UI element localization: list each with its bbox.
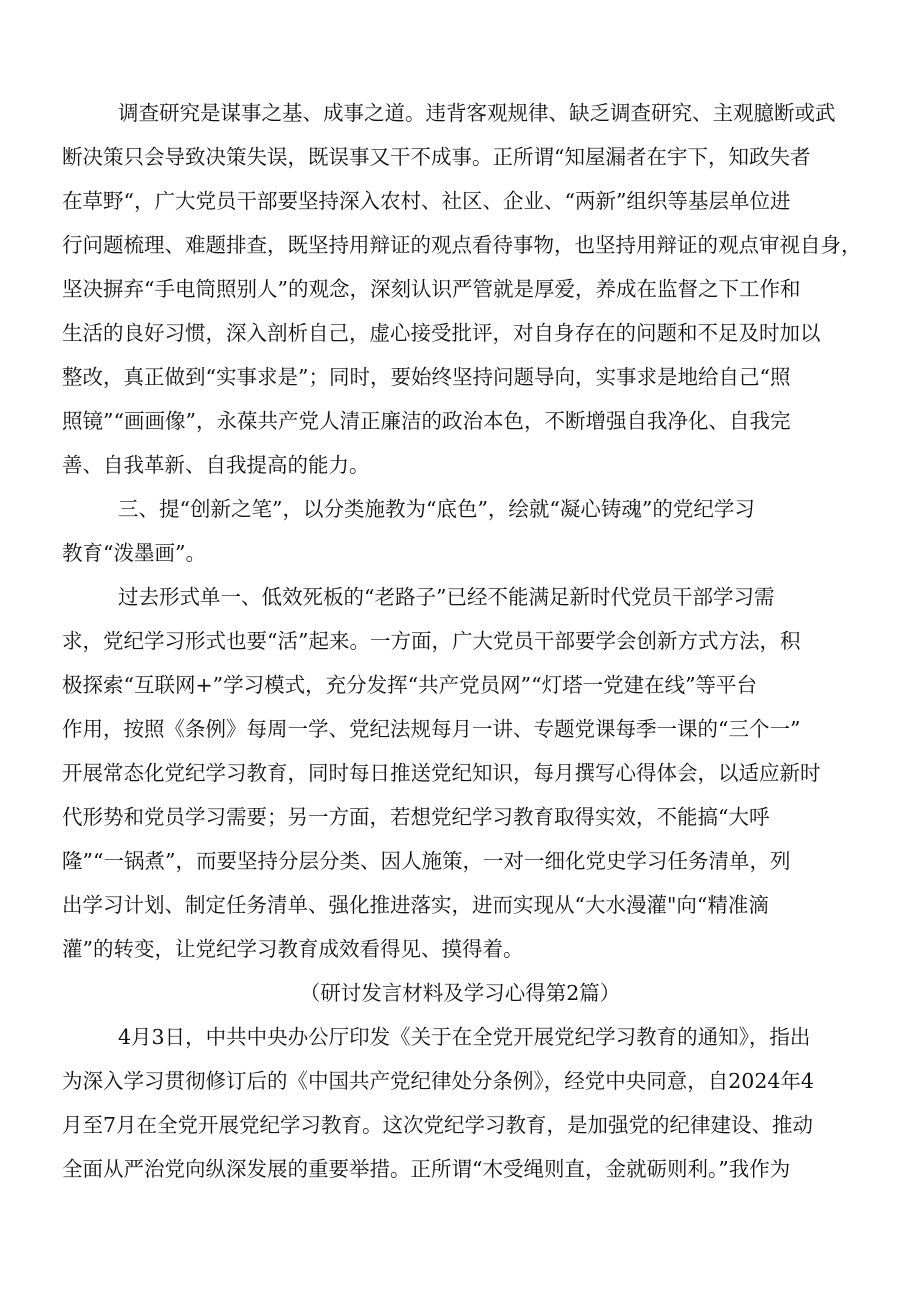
paragraph-1-line-9: 善、自我革新、自我提高的能力。 [62,453,370,477]
paragraph-3-line-4: 全面从严治党向纵深发展的重要举措。正所谓“木受绳则直，金就砺则利。”我作为 [62,1157,791,1181]
paragraph-2-line-1: 过去形式单一、低效死板的“老路子”已经不能满足新时代党员干部学习需 [118,585,775,609]
paragraph-2-line-2: 求，党纪学习形式也要“活”起来。一方面，广大党员干部要学会创新方式方法，积 [62,629,801,653]
paragraph-1-line-7: 整改，真正做到“实事求是”；同时，要始终坚持问题导向，实事求是地给自己“照 [62,365,791,389]
paragraph-2-line-5: 开展常态化党纪学习教育，同时每日推送党纪知识，每月撰写心得体会，以适应新时 [62,761,821,785]
paragraph-2-line-6: 代形势和党员学习需要；另一方面，若想党纪学习教育取得实效，不能搞“大呼 [62,805,770,829]
paragraph-3-line-1: 4月3日，中共中央办公厅印发《关于在全党开展党纪学习教育的通知》，指出 [118,1025,811,1049]
paragraph-3-line-2: 为深入学习贯彻修订后的《中国共产党纪律处分条例》，经党中央同意，自2024年4 [62,1069,814,1093]
paragraph-1-line-5: 坚决摒弃“手电筒照别人”的观念，深刻认识严管就是厚爱，养成在监督之下工作和 [62,277,801,301]
section-heading-line-2: 教育“泼墨画”。 [62,541,206,565]
paragraph-1-line-3: 在草野“，广大党员干部要坚持深入农村、社区、企业、“两新”组织等基层单位进 [62,189,791,213]
paragraph-2-line-8: 出学习计划、制定任务清单、强化推进落实，进而实现从“大水漫灌"向“精准滴 [62,893,769,917]
paragraph-1-line-2: 断决策只会导致决策失误，既误事又干不成事。正所谓“知屋漏者在宇下，知政失者 [62,145,811,169]
paragraph-1-line-8: 照镜”“画画像”，永葆共产党人清正廉洁的政治本色，不断增强自我净化、自我完 [62,409,791,433]
paragraph-1-line-4: 行问题梳理、难题排查，既坚持用辩证的观点看待事物，也坚持用辩证的观点审视自身， [62,233,862,257]
paragraph-2-line-7: 隆”“一锅煮”，而要坚持分层分类、因人施策，一对一细化党史学习任务清单，列 [62,849,791,873]
paragraph-2-line-3: 极探索“互联网+”学习模式，充分发挥“共产党员网”“灯塔一党建在线”等平台 [62,673,758,697]
paragraph-3-line-3: 月至7月在全党开展党纪学习教育。这次党纪学习教育，是加强党的纪律建设、推动 [62,1113,814,1137]
article-subtitle: （研讨发言材料及学习心得第2篇） [299,981,621,1005]
paragraph-1-line-6: 生活的良好习惯，深入剖析自己，虚心接受批评，对自身存在的问题和不足及时加以 [62,321,821,345]
section-heading-line-1: 三、提“创新之笔”，以分类施教为“底色”，绘就“凝心铸魂”的党纪学习 [118,497,755,521]
paragraph-1-line-1: 调查研究是谋事之基、成事之道。违背客观规律、缺乏调查研究、主观臆断或武 [118,101,836,125]
paragraph-2-line-9: 灌”的转变，让党纪学习教育成效看得见、摸得着。 [62,937,524,961]
paragraph-2-line-4: 作用，按照《条例》每周一学、党纪法规每月一讲、专题党课每季一课的“三个一” [62,717,801,741]
